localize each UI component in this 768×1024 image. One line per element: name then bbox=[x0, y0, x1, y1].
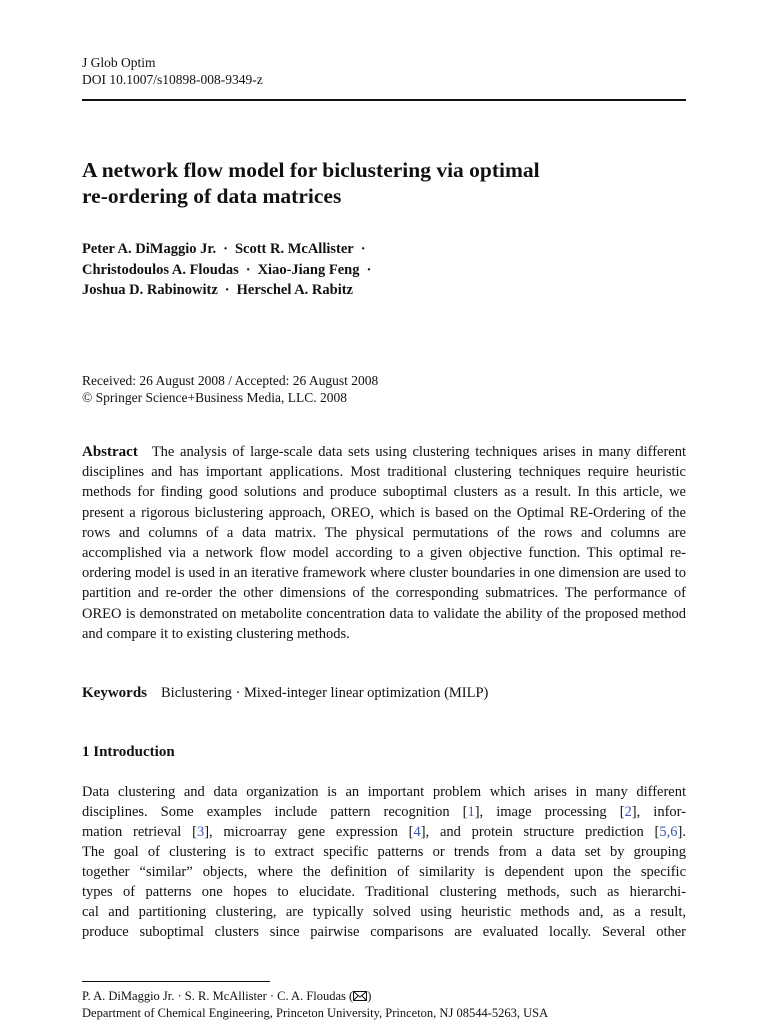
journal-header bbox=[82, 54, 263, 88]
author-separator: · bbox=[223, 241, 228, 257]
author-floudas: Christodoulos A. Floudas bbox=[82, 261, 239, 278]
title-line-2: re-ordering of data matrices bbox=[82, 184, 342, 208]
intro-text: ], infor- bbox=[631, 804, 687, 820]
abstract bbox=[82, 442, 686, 644]
author-line-1 bbox=[82, 239, 686, 260]
intro-text: ], image processing [ bbox=[474, 804, 625, 820]
envelope-icon[interactable] bbox=[353, 989, 367, 1005]
author-feng: Xiao-Jiang Feng bbox=[257, 261, 360, 278]
intro-line-5: together “similar” objects, where the definition of similarity is dependent upon the specific bbox=[82, 864, 686, 880]
copyright-notice: © Springer Science+Business Media, LLC. 2008 bbox=[82, 389, 347, 405]
section-heading-introduction: 1 Introduction bbox=[82, 744, 175, 760]
footnote-authors: P. A. DiMaggio Jr. · S. R. McAllister · C. A. Floudas ( bbox=[82, 989, 354, 1003]
author-separator: · bbox=[245, 261, 251, 278]
intro-line-4: The goal of clustering is to extract specific patterns or trends from a data set by grouping bbox=[82, 844, 686, 860]
paper-page bbox=[82, 0, 686, 1024]
footnote-affiliation: Department of Chemical Engineering, Princeton University, Princeton, NJ 08544-5263, USA bbox=[82, 1006, 549, 1020]
received-accepted: Received: 26 August 2008 / Accepted: 26 August 2008 bbox=[82, 373, 379, 388]
citation-link[interactable]: 3 bbox=[196, 824, 205, 840]
keywords-text: Biclustering · Mixed-integer linear optimization (MILP) bbox=[161, 685, 489, 701]
introduction-paragraph bbox=[82, 782, 686, 942]
title-line-1: A network flow model for biclustering via optimal bbox=[82, 158, 540, 182]
citation-link[interactable]: 2 bbox=[624, 804, 632, 820]
intro-line-6: types of patterns one hopes to elucidate. Traditional clustering methods, such as hierarchi- bbox=[82, 884, 686, 900]
abstract-text: The analysis of large-scale data sets using clustering techniques arises in many different disciplines and has important applications. Most traditional clustering techniques require heuristic methods for finding good solutions and produce suboptimal clusters as a result. In this article, we present a rigorous biclustering approach, OREO, which is based on the Optimal RE-Ordering of the rows and columns of a data matrix. The physical permutations of the rows and columns are accomplished via a network flow model according to a given objective function. This optimal re-ordering model is used in an iterative framework where cluster boundaries in one dimension are used to partition and re-order the other dimensions of the corresponding submatrices. The performance of OREO is demonstrated on metabolite concentration data to validate the ability of the proposed method and compare it to existing clustering methods. bbox=[82, 444, 686, 642]
journal-doi: DOI 10.1007/s10898-008-9349-z bbox=[82, 72, 263, 87]
author-separator: · bbox=[366, 261, 372, 278]
header-rule bbox=[82, 99, 686, 101]
intro-text: mation retrieval [ bbox=[82, 824, 197, 840]
author-rabitz: Herschel A. Rabitz bbox=[236, 282, 353, 298]
intro-text: ], and protein structure prediction [ bbox=[420, 824, 660, 840]
author-mcallister: Scott R. McAllister bbox=[234, 241, 354, 257]
author-separator: · bbox=[224, 282, 230, 298]
author-list bbox=[82, 239, 686, 301]
author-separator: · bbox=[360, 241, 366, 257]
intro-line-3 bbox=[82, 822, 686, 842]
keywords-label: Keywords bbox=[82, 685, 147, 701]
keywords bbox=[82, 683, 686, 703]
intro-line-8: produce suboptimal clusters since pairwise comparisons are evaluated locally. Several other bbox=[82, 924, 686, 940]
intro-line-2 bbox=[82, 802, 686, 822]
author-rabinowitz: Joshua D. Rabinowitz bbox=[82, 282, 218, 298]
publication-dates bbox=[82, 373, 378, 406]
footnote-rule bbox=[82, 981, 270, 982]
citation-link[interactable]: 1 bbox=[467, 804, 475, 820]
citation-link[interactable]: 5,6 bbox=[659, 824, 678, 840]
intro-line-7: cal and partitioning clustering, are typically solved using heuristic methods and, as a result, bbox=[82, 904, 686, 920]
intro-text: ]. bbox=[677, 824, 686, 840]
footnote-authors-line bbox=[82, 988, 548, 1005]
journal-name: J Glob Optim bbox=[82, 55, 156, 70]
citation-link[interactable]: 4 bbox=[413, 824, 421, 840]
author-line-2 bbox=[82, 260, 686, 281]
intro-text: disciplines. Some examples include pattern recognition [ bbox=[82, 804, 468, 820]
intro-text: ], microarray gene expression [ bbox=[204, 824, 414, 840]
abstract-label: Abstract bbox=[82, 444, 138, 460]
paper-title bbox=[82, 157, 686, 209]
footnote-authors-end: ) bbox=[367, 989, 372, 1003]
footnote bbox=[82, 988, 548, 1021]
author-line-3 bbox=[82, 280, 686, 301]
intro-line-1: Data clustering and data organization is an important problem which arises in many different bbox=[82, 784, 686, 800]
author-dimaggio: Peter A. DiMaggio Jr. bbox=[82, 241, 217, 257]
